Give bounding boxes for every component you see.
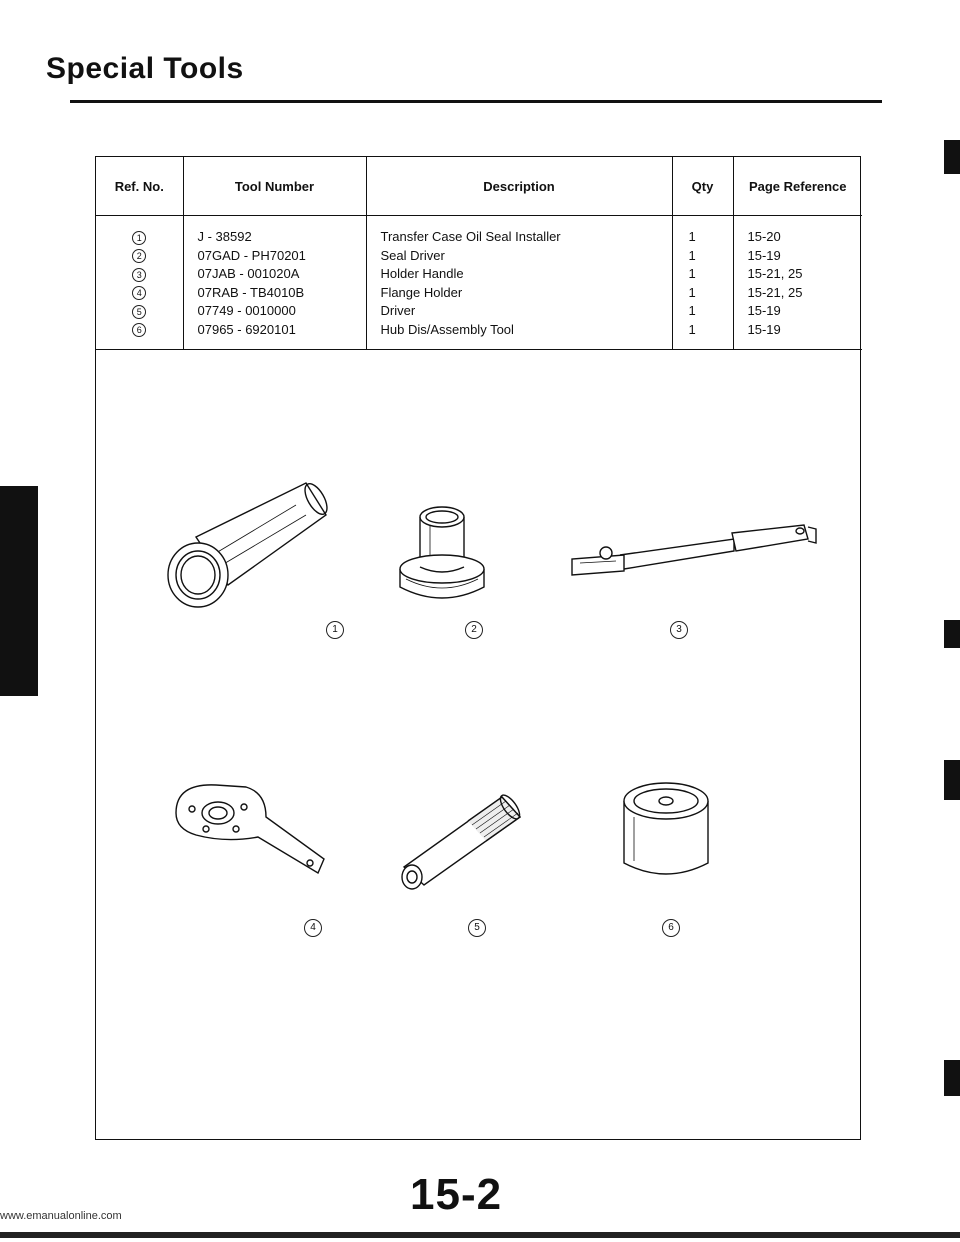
page-title: Special Tools (46, 52, 244, 85)
watermark-url[interactable]: www.emanualonline.com (0, 1210, 122, 1222)
header-description: Description (366, 157, 672, 216)
qty-column (672, 216, 733, 350)
tools-frame (95, 156, 861, 1140)
illustration-label: 6 (662, 919, 680, 937)
title-rule (70, 100, 882, 103)
ref-number: 3 (132, 268, 146, 282)
tool-qty: 1 (688, 266, 696, 281)
ref-number: 5 (132, 305, 146, 319)
ref-number: 4 (132, 286, 146, 300)
page-number: 15-2 (410, 1170, 503, 1219)
edge-mark (944, 140, 960, 174)
tool-description: Seal Driver (380, 247, 445, 263)
table-header-row (96, 157, 862, 216)
driver-illustration (394, 777, 534, 897)
page-reference-column (733, 216, 862, 350)
description-column (366, 216, 672, 350)
page-reference: 15-21, 25 (747, 266, 803, 281)
tool-qty: 1 (688, 247, 696, 263)
tool-number: 07749 - 0010000 (197, 303, 296, 318)
table-row (96, 216, 862, 350)
header-qty: Qty (672, 157, 733, 216)
illustration-label: 4 (304, 919, 322, 937)
tool-number: 07JAB - 001020A (197, 266, 300, 281)
page-reference: 15-21, 25 (747, 284, 803, 300)
header-ref-no: Ref. No. (96, 157, 183, 216)
header-page-reference: Page Reference (733, 157, 862, 216)
edge-mark (944, 1060, 960, 1096)
tool-number: 07965 - 6920101 (197, 321, 296, 337)
illustration-label: 2 (465, 621, 483, 639)
tool-qty: 1 (688, 229, 696, 244)
tool-description: Driver (380, 303, 416, 318)
tool-number: J - 38592 (197, 229, 252, 244)
illustration-label: 1 (326, 621, 344, 639)
special-tools-table (96, 157, 862, 350)
hub-assembly-tool-illustration (616, 777, 716, 887)
page-reference: 15-19 (747, 303, 781, 318)
edge-mark (944, 620, 960, 648)
page-reference: 15-19 (747, 247, 781, 263)
tool-number-column (183, 216, 366, 350)
edge-mark (944, 760, 960, 800)
tool-description: Hub Dis/Assembly Tool (380, 321, 514, 337)
tool-qty: 1 (688, 284, 696, 300)
ref-column (96, 216, 183, 350)
holder-handle-illustration (564, 519, 824, 589)
illustration-label: 5 (468, 919, 486, 937)
tool-number: 07RAB - TB4010B (197, 284, 305, 300)
flange-holder-illustration (166, 773, 336, 883)
page-reference: 15-19 (747, 321, 781, 337)
header-tool-number: Tool Number (183, 157, 366, 216)
bottom-rule (0, 1232, 960, 1238)
section-tab (0, 486, 38, 696)
seal-driver-illustration (392, 497, 492, 617)
tool-number: 07GAD - PH70201 (197, 247, 306, 263)
tool-description: Flange Holder (380, 284, 463, 300)
ref-number: 2 (132, 249, 146, 263)
page-reference: 15-20 (747, 229, 781, 244)
illustration-label: 3 (670, 621, 688, 639)
ref-number: 6 (132, 323, 146, 337)
tool-qty: 1 (688, 303, 696, 318)
tool-description: Holder Handle (380, 266, 464, 281)
ref-number: 1 (132, 231, 146, 245)
tool-qty: 1 (688, 321, 696, 337)
tool-description: Transfer Case Oil Seal Installer (380, 229, 561, 244)
oil-seal-installer-illustration (156, 475, 336, 615)
